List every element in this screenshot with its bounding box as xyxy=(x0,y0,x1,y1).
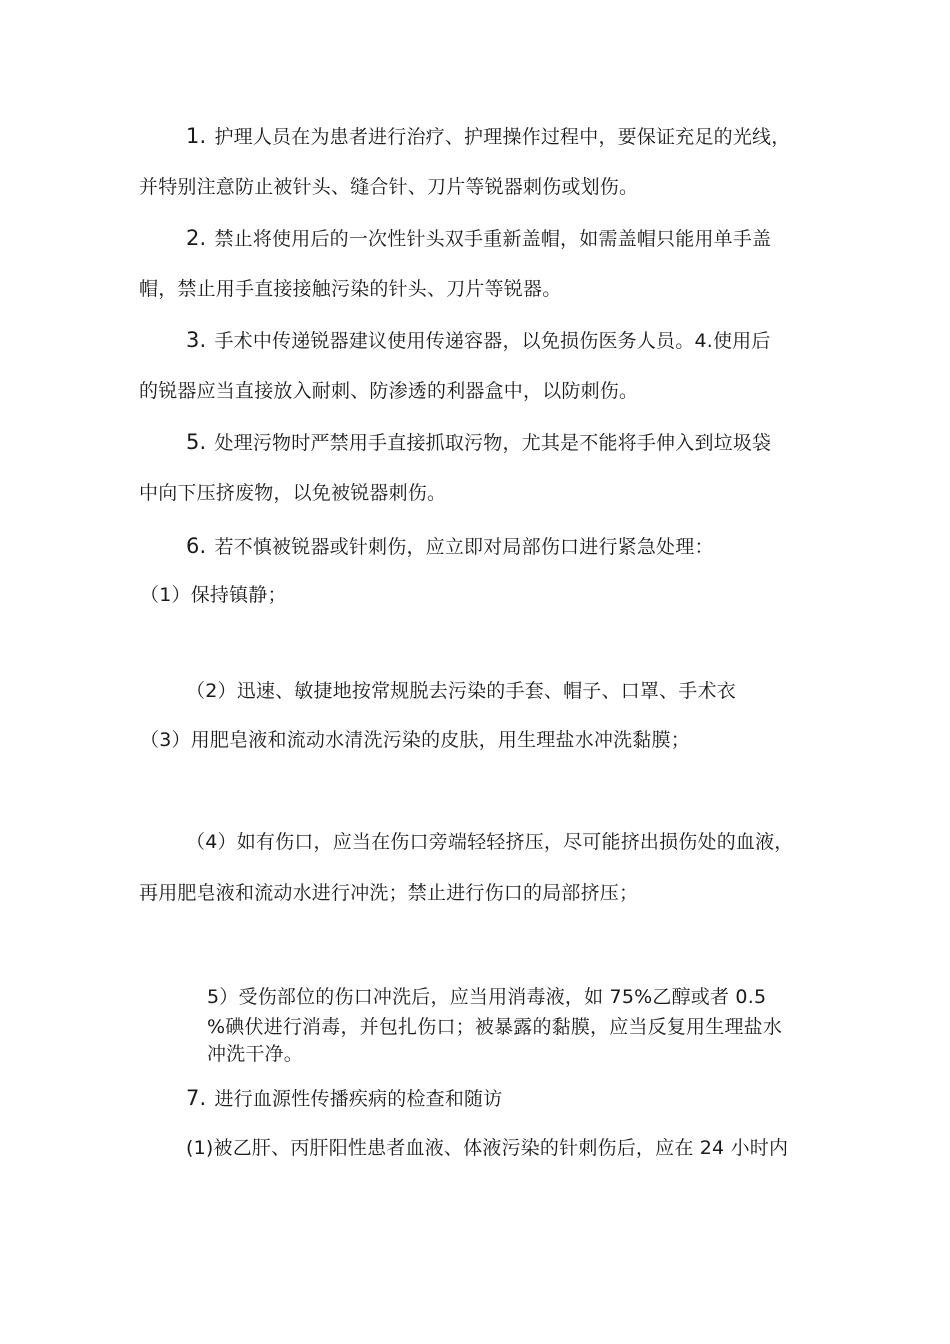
item-5-number: 5. xyxy=(186,430,207,454)
subitem-2-text: 迅速、敏捷地按常规脱去污染的手套、帽子、口罩、手术衣 xyxy=(236,680,736,702)
subitem-3 xyxy=(140,727,690,753)
item-6-number: 6. xyxy=(186,534,207,558)
item-5-line-1 xyxy=(186,429,771,456)
item-3-line-2: 的锐器应当直接放入耐刺、防渗透的利器盒中，以防刺伤。 xyxy=(139,380,639,402)
item-5-text: 处理污物时严禁用手直接抓取污物，尤其是不能将手伸入到垃圾袋 xyxy=(214,432,772,454)
subitem-5-number: 5） xyxy=(207,986,239,1008)
subitem-3-number: （3） xyxy=(140,729,191,751)
item-1-line-2: 并特别注意防止被针头、缝合针、刀片等锐器刺伤或划伤。 xyxy=(139,176,639,198)
subitem-1 xyxy=(140,582,287,608)
item-1-line-1 xyxy=(186,123,790,150)
item-7-number: 7. xyxy=(186,1086,207,1110)
item-3-line-1 xyxy=(186,327,771,354)
item-6-text: 若不慎被锐器或针刺伤，应立即对局部伤口进行紧急处理： xyxy=(214,536,714,558)
item-7-text: 进行血源性传播疾病的检查和随访 xyxy=(214,1088,503,1110)
item-2-line-1 xyxy=(186,225,771,252)
subitem-1-number: （1） xyxy=(140,584,191,606)
item-7-subitem-1 xyxy=(186,1135,788,1161)
subitem-4-line-1 xyxy=(186,829,794,855)
item-5-line-2: 中向下压挤废物，以免被锐器刺伤。 xyxy=(139,482,447,504)
item-7-subitem-1-text: 被乙肝、丙肝阳性患者血液、体液污染的针刺伤后，应在 24 小时内 xyxy=(213,1137,789,1159)
item-2-text: 禁止将使用后的一次性针头双手重新盖帽，如需盖帽只能用单手盖 xyxy=(214,228,772,250)
subitem-5-text: 受伤部位的伤口冲洗后，应当用消毒液，如 75%乙醇或者 0.5 xyxy=(238,986,767,1008)
item-7-subitem-1-number: (1) xyxy=(186,1137,214,1159)
item-2-line-2: 帽，禁止用手直接接触污染的针头、刀片等锐器。 xyxy=(139,278,562,300)
subitem-1-text: 保持镇静； xyxy=(190,584,287,606)
item-1-number: 1. xyxy=(186,124,207,148)
subitem-4-number: （4） xyxy=(186,831,237,853)
subitem-5-line-3: 冲洗干净。 xyxy=(207,1043,304,1065)
subitem-4-text: 如有伤口，应当在伤口旁端轻轻挤压，尽可能挤出损伤处的血液， xyxy=(236,831,794,853)
item-6-line-1 xyxy=(186,533,714,560)
subitem-2 xyxy=(186,678,736,704)
subitem-2-number: （2） xyxy=(186,680,237,702)
subitem-5-line-2: %碘伏进行消毒，并包扎伤口；被暴露的黏膜，应当反复用生理盐水 xyxy=(207,1016,783,1038)
item-3-text: 手术中传递锐器建议使用传递容器，以免损伤医务人员。4.使用后 xyxy=(214,330,771,352)
item-3-number: 3. xyxy=(186,328,207,352)
subitem-3-text: 用肥皂液和流动水清洗污染的皮肤，用生理盐水冲洗黏膜； xyxy=(190,729,690,751)
subitem-4-line-2: 再用肥皂液和流动水进行冲洗；禁止进行伤口的局部挤压； xyxy=(139,882,639,904)
subitem-5-line-1 xyxy=(207,984,766,1010)
item-1-text: 护理人员在为患者进行治疗、护理操作过程中，要保证充足的光线， xyxy=(214,126,791,148)
item-7-line-1 xyxy=(186,1085,502,1112)
item-2-number: 2. xyxy=(186,226,207,250)
